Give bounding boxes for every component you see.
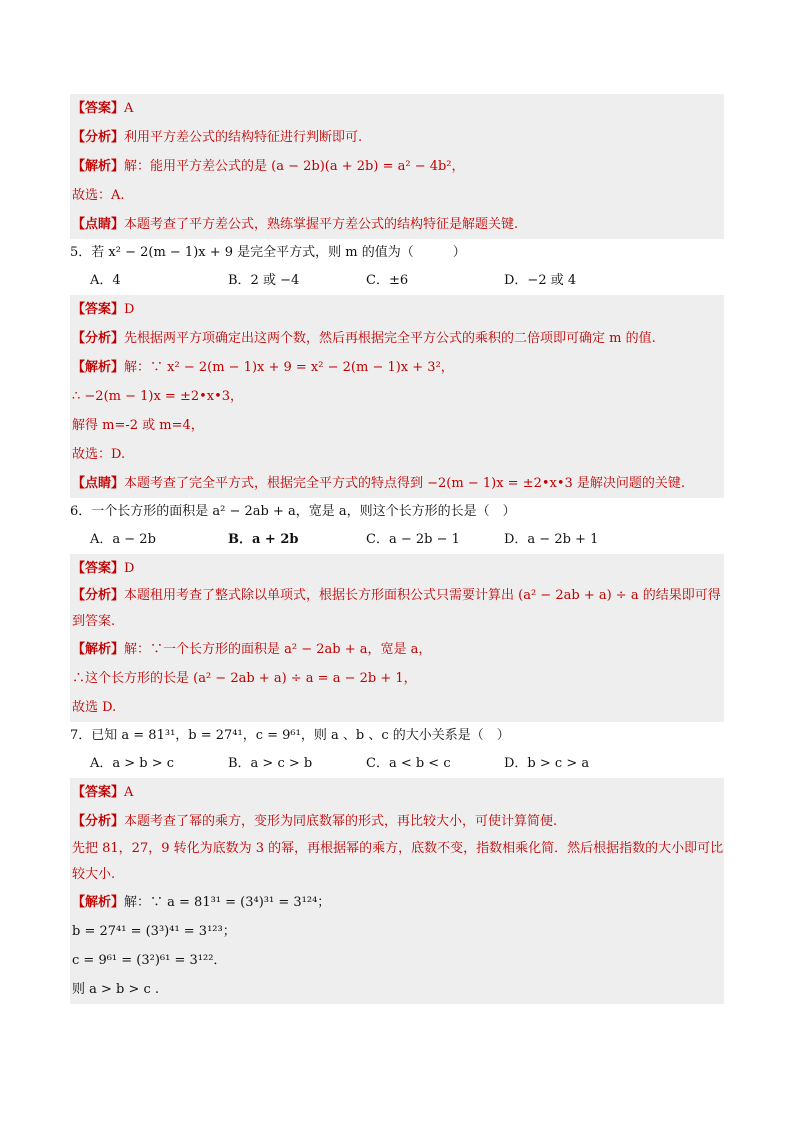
analysis-line [72,123,724,152]
choice-line: 故选 D. [72,700,117,715]
answer-value: D [124,561,135,576]
analysis-line [72,324,724,353]
analysis-text: 利用平方差公式的结构特征进行判断即可. [124,130,363,145]
question-7-options [70,750,724,778]
solution-tag: 【解析】 [72,642,125,657]
analysis-line [72,583,724,635]
solution-tag: 【解析】 [72,895,125,910]
comment-line [72,469,724,498]
solution-block-q7 [70,778,724,1004]
question-7-stem: 7．已知 a = 81³¹，b = 27⁴¹，c = 9⁶¹，则 a 、b 、c 的大小关系是（ ） [70,728,510,743]
comment-line [72,210,724,239]
answer-value: A [124,101,134,116]
option-c: C．a − 2b − 1 [366,532,460,547]
comment-tag: 【点睛】 [72,476,125,491]
solution-text: 解：能用平方差公式的是 (a − 2b)(a + 2b) = a² − 4b²， [124,159,465,174]
answer-value: D [124,302,135,317]
solution-line [72,353,724,382]
solution-line [72,152,724,181]
analysis-line [72,807,724,836]
question-6-options [70,526,724,554]
answer-tag: 【答案】 [72,785,125,800]
question-5-stem: 5．若 x² − 2(m − 1)x + 9 是完全平方式，则 m 的值为（ ） [70,245,466,260]
solution-tag: 【解析】 [72,360,125,375]
option-c: C．±6 [366,273,409,288]
comment-text: 本题考查了平方差公式，熟练掌握平方差公式的结构特征是解题关键. [124,217,519,232]
solution-block-q5 [70,295,724,498]
solution-line [72,635,724,664]
answer-tag: 【答案】 [72,302,125,317]
conclusion-line: 则 a > b > c . [72,982,160,997]
analysis-tag: 【分析】 [72,588,125,603]
analysis-tag: 【分析】 [72,130,125,145]
solution-step: 解得 m=-2 或 m=4， [72,418,204,433]
option-b: B．2 或 −4 [228,273,300,288]
solution-step: c = 9⁶¹ = (3²)⁶¹ = 3¹²²． [72,953,227,968]
choice-line: 故选：A. [72,188,125,203]
question-5-options [70,267,724,295]
analysis-text: 先根据两平方项确定出这两个数，然后再根据完全平方公式的乘积的二倍项即可确定 m 的值. [124,331,656,346]
solution-text: 解：∵一个长方形的面积是 a² − 2ab + a，宽是 a， [124,642,432,657]
solution-text: 解：∵ a = 81³¹ = (3⁴)³¹ = 3¹²⁴； [124,895,331,910]
option-b: B．a + 2b [228,532,299,547]
solution-step: ∴这个长方形的长是 (a² − 2ab + a) ÷ a = a − 2b + 1， [72,671,417,686]
analysis-text: 本题考查了幂的乘方，变形为同底数幂的形式，再比较大小，可使计算简便. [124,814,558,829]
solution-step: b = 27⁴¹ = (3³)⁴¹ = 3¹²³； [72,924,236,939]
solution-block-q6 [70,554,724,722]
option-d: D．a − 2b + 1 [504,532,599,547]
solution-tag: 【解析】 [72,159,125,174]
answer-tag: 【答案】 [72,561,125,576]
option-d: D．b > c > a [504,756,590,771]
question-6-stem: 6．一个长方形的面积是 a² − 2ab + a，宽是 a，则这个长方形的长是（ ） [70,504,516,519]
analysis-text: 本题租用考查了整式除以单项式，根据长方形面积公式只需要计算出 (a² − 2ab + a) ÷ a 的结果即可得到答案. [72,588,721,629]
choice-line: 故选：D. [72,447,126,462]
comment-tag: 【点睛】 [72,217,125,232]
option-a: A．a − 2b [90,532,156,547]
option-b: B．a > c > b [228,756,313,771]
analysis-tag: 【分析】 [72,814,125,829]
analysis-tag: 【分析】 [72,331,125,346]
solution-block-q4 [70,94,724,239]
comment-text: 本题考查了完全平方式，根据完全平方式的特点得到 −2(m − 1)x = ±2•x•3 是解决问题的关键. [124,476,686,491]
answer-tag: 【答案】 [72,101,125,116]
option-a: A．4 [90,273,121,288]
solution-text: 解：∵ x² − 2(m − 1)x + 9 = x² − 2(m − 1)x + 3²， [124,360,454,375]
option-d: D．−2 或 4 [504,273,577,288]
answer-line [72,295,724,324]
option-a: A．a > b > c [90,756,175,771]
answer-line [72,778,724,807]
page-content [70,94,724,1004]
solution-line [72,888,724,917]
solution-step: ∴ −2(m − 1)x = ±2•x•3， [72,389,244,404]
answer-value: A [124,785,134,800]
analysis-continuation: 先把 81，27，9 转化为底数为 3 的幂，再根据幂的乘方，底数不变，指数相乘化简．然后根据指数的大小即可比较大小. [72,841,724,882]
answer-line [72,94,724,123]
option-c: C．a < b < c [366,756,451,771]
answer-line [72,554,724,583]
